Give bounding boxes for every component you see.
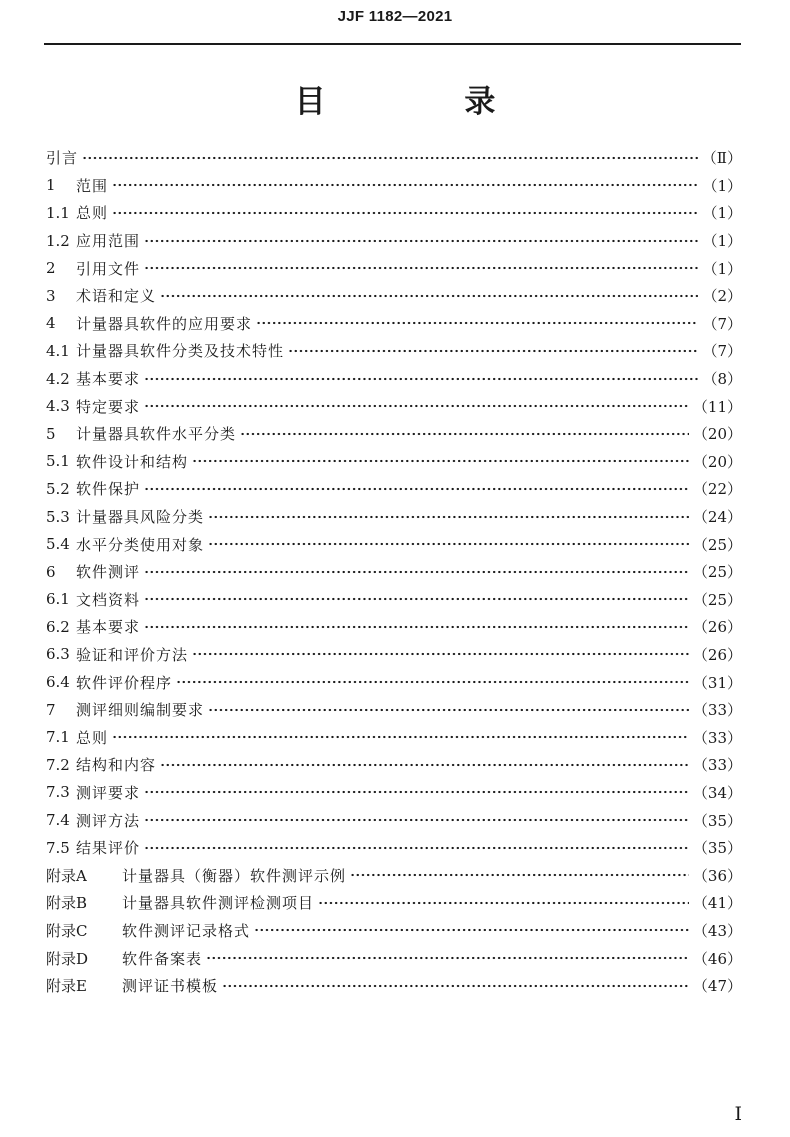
toc-entry-page: （46） — [692, 949, 742, 968]
table-of-contents — [46, 144, 742, 999]
toc-entry-number: 附录C — [46, 921, 88, 940]
toc-entry-title: 结构和内容 — [76, 756, 157, 775]
toc-entry-page: （33） — [692, 728, 742, 747]
toc-entry-number: 7 — [46, 700, 56, 719]
toc-entry-number: 7.2 — [46, 755, 70, 774]
toc-entry-number: 4.1 — [46, 341, 70, 360]
page-title: 目 录 — [294, 84, 560, 120]
toc-entry — [46, 917, 742, 945]
toc-entry-title: 文档资料 — [76, 590, 141, 609]
toc-dot-leader — [112, 180, 698, 190]
toc-entry — [46, 834, 742, 862]
toc-dot-leader — [318, 898, 689, 908]
toc-entry — [46, 254, 742, 282]
toc-dot-leader — [208, 512, 689, 522]
toc-entry-page: （1） — [702, 259, 742, 278]
toc-entry-title: 计量器具软件分类及技术特性 — [76, 342, 285, 361]
toc-dot-leader — [112, 732, 689, 742]
toc-dot-leader — [144, 787, 689, 797]
toc-dot-leader — [144, 374, 698, 384]
toc-entry — [46, 392, 742, 420]
toc-entry — [46, 199, 742, 227]
toc-entry-number: 5.3 — [46, 507, 70, 526]
toc-entry-title: 计量器具软件测评检测项目 — [122, 894, 315, 913]
toc-entry-page: （41） — [692, 894, 742, 913]
toc-entry-number: 6.3 — [46, 645, 70, 664]
toc-dot-leader — [82, 153, 698, 163]
toc-entry-page: （31） — [692, 673, 742, 692]
toc-entry-number: 5.1 — [46, 452, 70, 471]
toc-entry-number: 附录E — [46, 977, 87, 996]
toc-entry — [46, 861, 742, 889]
toc-entry-number: 1 — [46, 176, 56, 195]
toc-dot-leader — [144, 622, 689, 632]
toc-entry — [46, 310, 742, 338]
toc-entry-page: （20） — [692, 452, 742, 471]
toc-entry — [46, 282, 742, 310]
toc-entry-title: 测评要求 — [76, 783, 141, 802]
toc-entry-page: （26） — [692, 645, 742, 664]
toc-entry-page: （35） — [692, 811, 742, 830]
toc-entry-title: 引言 — [46, 149, 79, 168]
toc-entry-page: （33） — [692, 701, 742, 720]
toc-entry — [46, 144, 742, 172]
toc-dot-leader — [144, 567, 689, 577]
toc-entry-number: 附录D — [46, 949, 89, 968]
toc-entry-number: 4 — [46, 314, 56, 333]
toc-entry-number: 7.1 — [46, 728, 70, 747]
toc-entry-number: 7.4 — [46, 811, 70, 830]
toc-entry-title: 范围 — [76, 176, 109, 195]
page-number: I — [734, 1103, 742, 1125]
toc-entry-title: 基本要求 — [76, 618, 141, 637]
toc-entry-title: 术语和定义 — [76, 287, 157, 306]
toc-entry-page: （25） — [692, 590, 742, 609]
toc-entry-number: 4.2 — [46, 369, 70, 388]
toc-entry-title: 软件备案表 — [122, 949, 203, 968]
toc-entry-number: 4.3 — [46, 397, 70, 416]
toc-entry-page: （11） — [692, 397, 742, 416]
toc-entry-page: （25） — [692, 563, 742, 582]
toc-entry-title: 特定要求 — [76, 397, 141, 416]
toc-entry-number: 附录B — [46, 894, 88, 913]
toc-entry-page: （47） — [692, 977, 742, 996]
toc-entry — [46, 337, 742, 365]
toc-entry-number: 3 — [46, 286, 56, 305]
toc-entry-title: 总则 — [76, 728, 109, 747]
toc-entry-page: （34） — [692, 783, 742, 802]
toc-entry-number: 2 — [46, 259, 56, 278]
toc-entry — [46, 475, 742, 503]
toc-entry-page: （Ⅱ） — [701, 149, 742, 168]
toc-entry-title: 软件测评记录格式 — [122, 921, 251, 940]
toc-entry — [46, 613, 742, 641]
toc-entry-page: （36） — [692, 866, 742, 885]
toc-dot-leader — [222, 981, 689, 991]
toc-entry-title: 引用文件 — [76, 259, 141, 278]
toc-entry — [46, 779, 742, 807]
toc-dot-leader — [208, 539, 689, 549]
toc-entry-title: 结果评价 — [76, 839, 141, 858]
toc-dot-leader — [256, 318, 698, 328]
toc-entry-title: 验证和评价方法 — [76, 645, 189, 664]
toc-dot-leader — [192, 649, 689, 659]
toc-entry-page: （1） — [702, 232, 742, 251]
toc-entry-title: 软件设计和结构 — [76, 452, 189, 471]
toc-dot-leader — [192, 456, 689, 466]
toc-dot-leader — [144, 263, 698, 273]
toc-entry — [46, 586, 742, 614]
toc-entry-page: （20） — [692, 425, 742, 444]
toc-entry — [46, 889, 742, 917]
toc-entry-page: （35） — [692, 839, 742, 858]
toc-entry — [46, 530, 742, 558]
toc-entry-page: （22） — [692, 480, 742, 499]
toc-entry-title: 计量器具软件的应用要求 — [76, 314, 253, 333]
toc-entry-page: （24） — [692, 508, 742, 527]
toc-dot-leader — [144, 594, 689, 604]
toc-dot-leader — [206, 953, 689, 963]
toc-entry-title: 软件评价程序 — [76, 673, 173, 692]
toc-entry-title: 总则 — [76, 204, 109, 223]
toc-entry-page: （8） — [702, 370, 742, 389]
toc-entry — [46, 972, 742, 1000]
toc-entry-page: （33） — [692, 756, 742, 775]
toc-entry — [46, 558, 742, 586]
toc-entry-page: （25） — [692, 535, 742, 554]
toc-entry-page: （2） — [702, 287, 742, 306]
toc-dot-leader — [144, 236, 698, 246]
toc-entry-number: 5 — [46, 424, 56, 443]
toc-dot-leader — [208, 705, 689, 715]
toc-entry-title: 软件测评 — [76, 563, 141, 582]
toc-entry-title: 测评方法 — [76, 811, 141, 830]
toc-entry — [46, 448, 742, 476]
toc-entry-title: 软件保护 — [76, 480, 141, 499]
toc-entry — [46, 806, 742, 834]
toc-entry-page: （1） — [702, 204, 742, 223]
toc-dot-leader — [288, 346, 698, 356]
toc-entry-page: （7） — [702, 314, 742, 333]
toc-entry-title: 测评细则编制要求 — [76, 701, 205, 720]
toc-entry-number: 5.4 — [46, 535, 70, 554]
toc-entry-number: 7.5 — [46, 838, 70, 857]
toc-entry — [46, 723, 742, 751]
toc-entry-page: （7） — [702, 342, 742, 361]
toc-entry-number: 1.2 — [46, 231, 70, 250]
toc-entry-number: 7.3 — [46, 783, 70, 802]
toc-entry-number: 5.2 — [46, 479, 70, 498]
toc-entry-title: 应用范围 — [76, 232, 141, 251]
toc-entry — [46, 696, 742, 724]
toc-dot-leader — [144, 484, 689, 494]
header-rule — [44, 43, 741, 45]
toc-entry — [46, 641, 742, 669]
toc-dot-leader — [254, 925, 689, 935]
toc-entry-page: （26） — [692, 618, 742, 637]
toc-entry — [46, 503, 742, 531]
toc-dot-leader — [144, 843, 689, 853]
toc-dot-leader — [176, 677, 689, 687]
toc-entry-title: 测评证书模板 — [122, 977, 219, 996]
toc-entry-title: 计量器具（衡器）软件测评示例 — [122, 866, 347, 885]
toc-entry-number: 6.1 — [46, 590, 70, 609]
toc-entry — [46, 420, 742, 448]
toc-entry — [46, 365, 742, 393]
toc-entry-page: （1） — [702, 176, 742, 195]
toc-dot-leader — [160, 291, 698, 301]
toc-entry-number: 6.2 — [46, 617, 70, 636]
toc-dot-leader — [144, 815, 689, 825]
toc-entry-number: 6.4 — [46, 673, 70, 692]
toc-entry — [46, 172, 742, 200]
toc-entry-number: 1.1 — [46, 203, 70, 222]
toc-entry-title: 基本要求 — [76, 370, 141, 389]
toc-dot-leader — [350, 870, 689, 880]
toc-dot-leader — [160, 760, 689, 770]
toc-entry-title: 计量器具软件水平分类 — [76, 425, 237, 444]
toc-dot-leader — [144, 401, 689, 411]
toc-entry-number: 6 — [46, 562, 56, 581]
toc-entry-title: 计量器具风险分类 — [76, 508, 205, 527]
toc-entry-page: （43） — [692, 921, 742, 940]
toc-dot-leader — [112, 208, 698, 218]
toc-entry — [46, 751, 742, 779]
toc-dot-leader — [240, 429, 689, 439]
toc-entry — [46, 944, 742, 972]
document-code: JJF 1182—2021 — [337, 8, 453, 25]
toc-entry-title: 水平分类使用对象 — [76, 535, 205, 554]
toc-entry — [46, 227, 742, 255]
toc-entry — [46, 668, 742, 696]
toc-entry-number: 附录A — [46, 866, 87, 885]
